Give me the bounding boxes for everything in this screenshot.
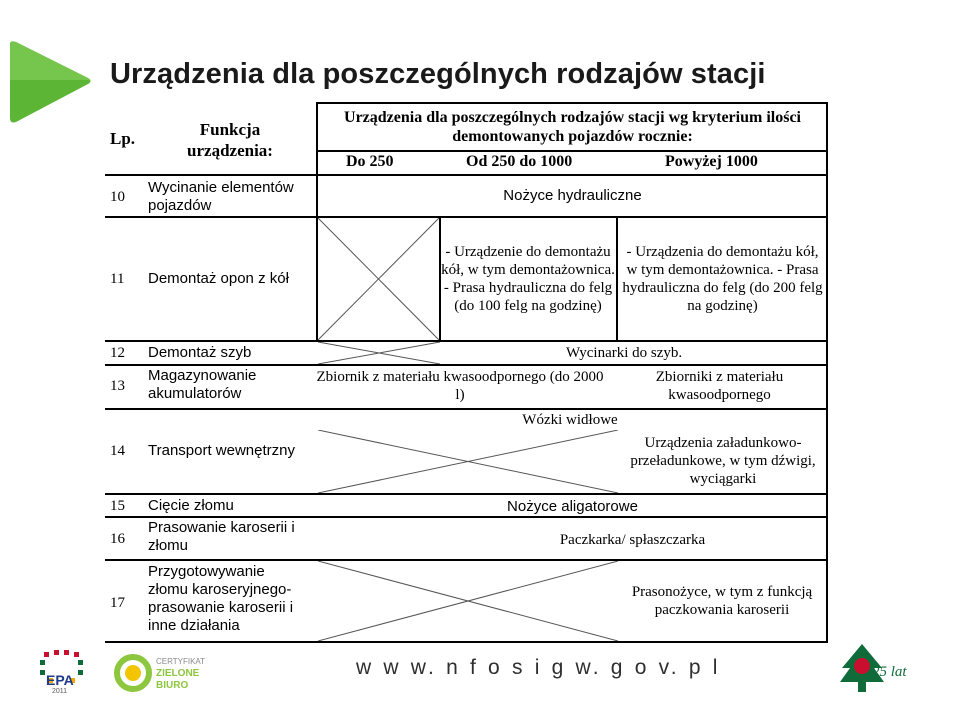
- row-11-number: 11: [110, 271, 125, 287]
- row-10-number: 10: [110, 189, 125, 205]
- row-14-number: 14: [110, 443, 125, 459]
- row-13-function: Magazynowanie akumulatorów: [148, 367, 257, 402]
- header-main: Urządzenia dla poszczególnych rodzajów stacji wg kryterium ilości demontowanych pojazdów rocznie:: [344, 109, 801, 145]
- header-col-up-to-250: Do 250: [346, 153, 394, 170]
- row-17-right: Prasonożyce, w tym z funkcją paczkowania karoserii: [631, 584, 813, 618]
- header-col-over-1000: Powyżej 1000: [665, 153, 758, 170]
- row-14-empty-cross: [318, 430, 618, 493]
- cert-green-label: ZIELONE: [156, 668, 200, 679]
- footer-url: w w w. n f o s i g w. g o v. p l: [356, 656, 721, 679]
- row-15-function: Cięcie złomu: [148, 497, 234, 514]
- row-13-left: Zbiornik z materiału kwasoodpornego (do 2000 l): [316, 369, 604, 403]
- epa-logo-year: 2011: [52, 688, 68, 695]
- row-17-function: Przygotowywanie złomu karoseryjnego- prasowanie karoserii i inne działania: [148, 563, 294, 634]
- anniversary-label: 25 lat: [872, 664, 907, 680]
- green-office-logo-icon: [114, 654, 152, 692]
- slide-title: Urządzenia dla poszczególnych rodzajów stacji: [110, 58, 766, 90]
- row-14-mid: Wózki widłowe: [522, 412, 618, 428]
- row-11-mid: - Urządzenie do demontażu kół, w tym demontażownica. - Prasa hydrauliczna do felg (do 100 felg na godzinę): [441, 244, 615, 314]
- row-10-function: Wycinanie elementów pojazdów: [148, 179, 294, 214]
- header-function: Funkcja urządzenia:: [187, 120, 273, 160]
- row-11-right: - Urządzenia do demontażu kół, w tym demontażownica. - Prasa hydrauliczna do felg (do 200 felg na godzinę): [622, 244, 823, 314]
- header-lp: Lp.: [110, 129, 136, 148]
- row-12-number: 12: [110, 345, 125, 361]
- header-col-250-1000: Od 250 do 1000: [466, 153, 573, 170]
- row-13-right: Zbiorniki z materiału kwasoodpornego: [655, 369, 784, 403]
- row-10-equipment: Nożyce hydrauliczne: [503, 187, 642, 204]
- row-11-empty-cross: [318, 218, 439, 340]
- epa-logo-text: EPA: [46, 672, 74, 688]
- row-17-number: 17: [110, 595, 125, 611]
- row-16-equipment: Paczkarka/ spłaszczarka: [559, 532, 706, 548]
- row-12-function: Demontaż szyb: [148, 344, 252, 361]
- row-16-function: Prasowanie karoserii i złomu: [148, 519, 295, 554]
- row-15-equipment: Nożyce aligatorowe: [507, 498, 638, 515]
- row-14-right: Urządzenia załadunkowo-przeładunkowe, w tym dźwigi, wyciągarki: [630, 435, 816, 487]
- row-15-number: 15: [110, 498, 125, 514]
- row-14-function: Transport wewnętrzny: [148, 442, 295, 459]
- row-12-equipment: Wycinarki do szyb.: [566, 345, 683, 361]
- cert-office-label: BIURO: [156, 680, 189, 691]
- row-16-number: 16: [110, 531, 125, 547]
- row-13-number: 13: [110, 378, 125, 394]
- row-17-empty-cross: [318, 561, 618, 641]
- row-11-function: Demontaż opon z kół: [148, 270, 289, 287]
- row-12-empty-cross: [318, 342, 440, 364]
- green-arrow-icon: [0, 40, 100, 130]
- epa-logo: [38, 650, 93, 700]
- cert-label: CERTYFIKAT: [156, 657, 206, 666]
